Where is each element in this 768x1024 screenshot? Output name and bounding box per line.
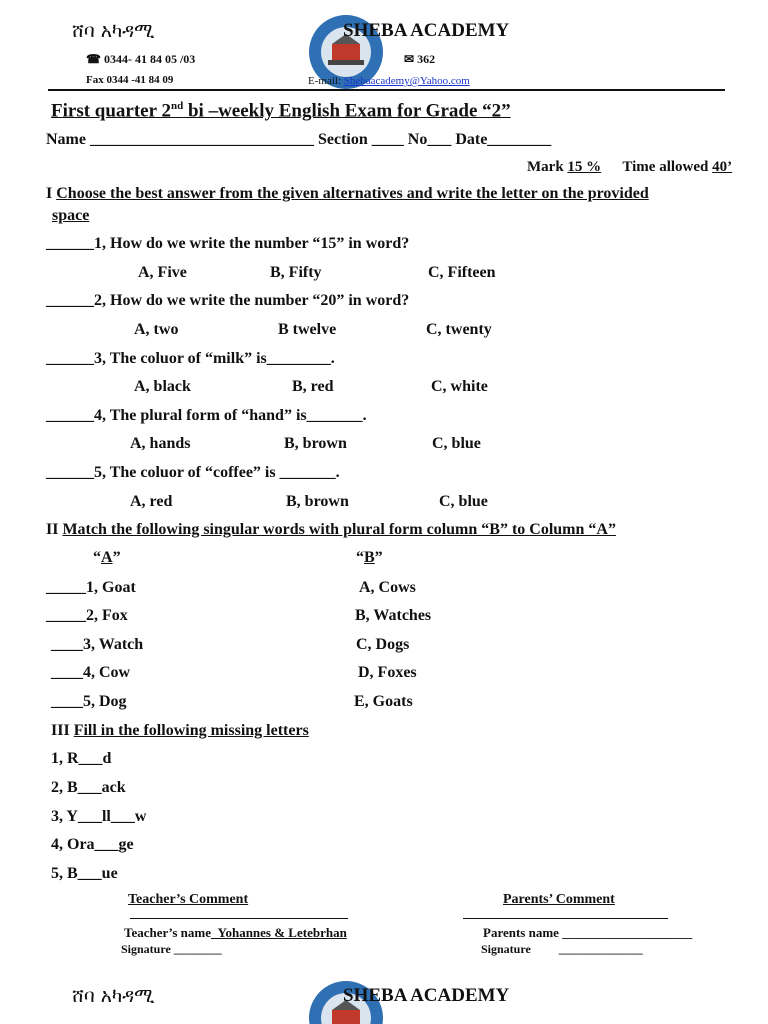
quote-close: ” xyxy=(374,549,383,566)
quote-open: “ xyxy=(356,549,364,566)
question-5[interactable]: ______5, The coluor of “coffee” is _______. xyxy=(46,464,340,481)
column-a-header xyxy=(93,549,121,567)
teacher-comment-label: Teacher’s Comment xyxy=(128,892,249,907)
q2-option-a: A, two xyxy=(134,321,179,338)
teacher-name-line xyxy=(124,925,347,941)
phone-icon: ☎ xyxy=(86,52,101,66)
fill-item-2[interactable]: 2, B___ack xyxy=(51,779,126,796)
q1-option-b: B, Fifty xyxy=(270,264,322,281)
mark-label: Mark xyxy=(527,159,568,175)
teacher-comment-line[interactable] xyxy=(130,918,348,919)
match-item-1[interactable]: _____1, Goat xyxy=(46,579,136,596)
section2-instruction-text: Match the following singular words with plural form column “B” to Column “A” xyxy=(62,521,616,538)
school-name: SHEBA ACADEMY xyxy=(343,20,510,41)
next-page-amharic-name: ሸባ አካዳሚ xyxy=(72,985,155,1007)
email-label: E-mail xyxy=(308,75,338,87)
match-item-5[interactable]: ____5, Dog xyxy=(51,693,127,710)
q4-option-b: B, brown xyxy=(284,435,347,452)
q5-option-b: B, brown xyxy=(286,493,349,510)
section3-instruction-text: Fill in the following missing letters xyxy=(73,722,309,739)
mark-value: 15 % xyxy=(567,159,602,175)
exam-title-sup: nd xyxy=(170,100,184,112)
fill-item-1[interactable]: 1, R___d xyxy=(51,750,112,767)
email-line: E-mail: Shebaacademy@Yahoo.com xyxy=(308,75,470,87)
next-logo-emblem xyxy=(332,1010,360,1024)
header-divider xyxy=(48,89,725,91)
section3-numeral: III xyxy=(51,722,74,739)
q5-option-a: A, red xyxy=(130,493,173,510)
pobox-number: 362 xyxy=(417,52,436,66)
q2-option-b: B twelve xyxy=(278,321,337,338)
phone-line xyxy=(86,52,195,67)
question-4[interactable]: ______4, The plural form of “hand” is_______. xyxy=(46,407,367,424)
pobox-line xyxy=(404,52,435,67)
section1-numeral: I xyxy=(46,185,57,202)
q4-option-a: A, hands xyxy=(130,435,191,452)
match-item-3[interactable]: ____3, Watch xyxy=(51,636,144,653)
section1-instruction-line1: Choose the best answer from the given alternatives and write the letter on the provided xyxy=(56,185,649,202)
question-3[interactable]: ______3, The coluor of “milk” is________. xyxy=(46,350,335,367)
logo-base xyxy=(328,60,364,65)
column-b-letter: B xyxy=(364,549,375,566)
teacher-name-label: Teacher’s name xyxy=(124,925,212,940)
time-value: 40’ xyxy=(712,159,733,175)
next-page-school-name: SHEBA ACADEMY xyxy=(343,985,510,1006)
q2-option-c: C, twenty xyxy=(426,321,492,338)
q3-option-c: C, white xyxy=(431,378,488,395)
section1-instruction-line2: space xyxy=(52,207,90,224)
quote-open: “ xyxy=(93,549,101,566)
quote-close: ” xyxy=(112,549,121,566)
q3-option-a: A, black xyxy=(134,378,191,395)
q4-option-c: C, blue xyxy=(432,435,481,452)
parents-signature-line[interactable] xyxy=(481,942,643,957)
column-b-header xyxy=(356,549,383,567)
phone-number: 0344- 41 84 05 /03 xyxy=(103,52,196,66)
match-option-e: E, Goats xyxy=(354,693,413,710)
parents-signature-label: Signature xyxy=(481,942,531,956)
match-option-d: D, Foxes xyxy=(358,664,417,681)
parents-name-line[interactable]: Parents name ____________________ xyxy=(483,925,693,940)
student-info-line[interactable]: Name ____________________________ Section ____ No___ Date________ xyxy=(46,131,552,148)
email-link[interactable]: Shebaacademy@Yahoo.com xyxy=(343,75,470,87)
match-option-b: B, Watches xyxy=(355,607,432,624)
match-option-a: A, Cows xyxy=(359,579,416,596)
section1-instruction xyxy=(46,185,649,203)
q1-option-a: A, Five xyxy=(138,264,187,281)
q1-option-c: C, Fifteen xyxy=(428,264,496,281)
parents-comment-label: Parents’ Comment xyxy=(503,892,615,907)
question-1[interactable]: ______1, How do we write the number “15” in word? xyxy=(46,235,410,252)
mark-and-time xyxy=(527,159,732,176)
fax-number: Fax 0344 -41 84 09 xyxy=(86,74,174,86)
question-2[interactable]: ______2, How do we write the number “20” in word? xyxy=(46,292,410,309)
teacher-name-value: _Yohannes & Letebrhan xyxy=(211,925,347,940)
match-option-c: C, Dogs xyxy=(356,636,410,653)
match-item-4[interactable]: ____4, Cow xyxy=(51,664,131,681)
logo-emblem xyxy=(332,44,360,60)
section3-instruction xyxy=(51,722,309,740)
parents-comment-line[interactable] xyxy=(463,918,668,919)
exam-title-rest: bi –weekly English Exam for Grade “2” xyxy=(183,100,511,122)
exam-title xyxy=(51,100,511,122)
section2-instruction xyxy=(46,521,616,539)
fill-item-3[interactable]: 3, Y___ll___w xyxy=(51,808,147,825)
teacher-signature-line[interactable]: Signature ________ xyxy=(121,942,222,956)
section2-numeral: II xyxy=(46,521,63,538)
q3-option-b: B, red xyxy=(292,378,334,395)
fill-item-5[interactable]: 5, B___ue xyxy=(51,865,118,882)
amharic-school-name: ሸባ አካዳሚ xyxy=(72,20,155,42)
column-a-letter: A xyxy=(101,549,113,566)
time-label: Time allowed xyxy=(622,159,713,175)
match-item-2[interactable]: _____2, Fox xyxy=(46,607,128,624)
exam-title-main: First quarter 2 xyxy=(51,100,171,122)
fill-item-4[interactable]: 4, Ora___ge xyxy=(51,836,134,853)
parents-signature-blank: ______________ xyxy=(558,942,643,956)
envelope-icon: ✉ xyxy=(404,52,415,66)
q5-option-c: C, blue xyxy=(439,493,488,510)
